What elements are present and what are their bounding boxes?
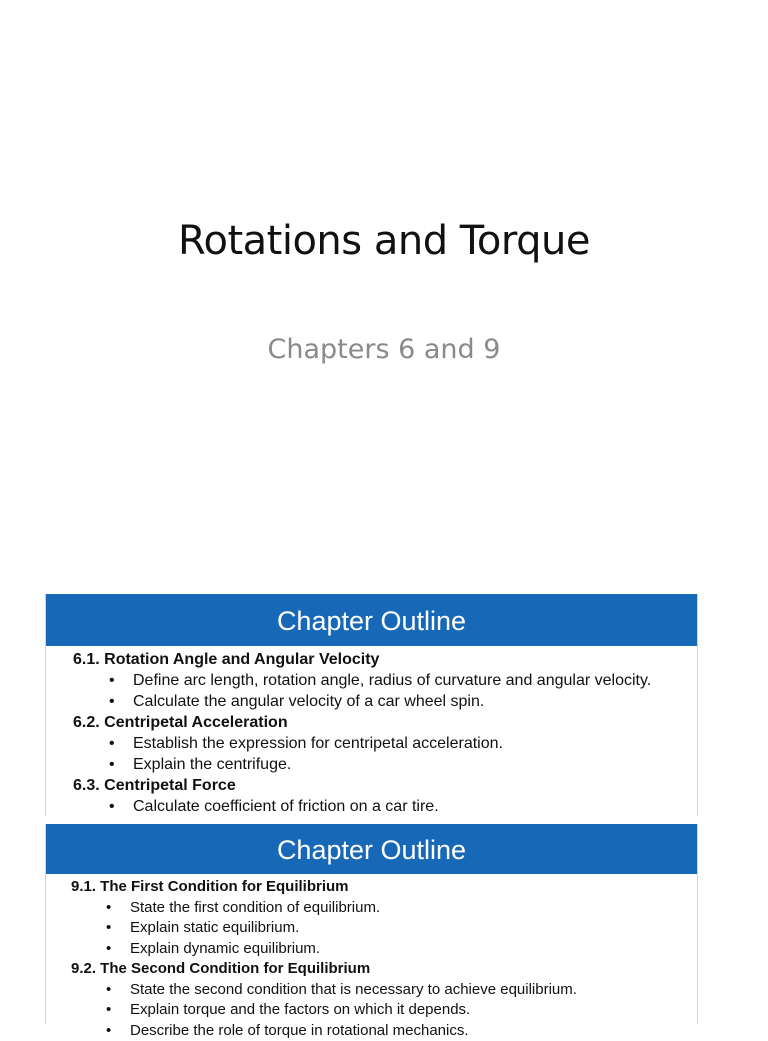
bullet-text: Calculate coefficient of friction on a car tire. [109, 796, 439, 817]
chapter-outline-slide-9 [45, 824, 698, 1024]
bullet-item [46, 754, 697, 775]
bullet-text: Explain static equilibrium. [106, 918, 299, 939]
bullet-item [46, 939, 697, 960]
slide-title: Rotations and Torque [0, 218, 768, 264]
bullet-item [46, 733, 697, 754]
section-title: 6.2. Centripetal Acceleration [46, 712, 697, 733]
outline-header: Chapter Outline [46, 594, 697, 646]
bullet-text: State the first condition of equilibrium. [106, 898, 380, 919]
bullet-text: Explain torque and the factors on which it depends. [106, 1000, 470, 1021]
bullet-item [46, 796, 697, 817]
chapter-outline-slide-6 [45, 594, 698, 816]
bullet-item [46, 1021, 697, 1041]
bullet-item [46, 1000, 697, 1021]
bullet-text: State the second condition that is necessary to achieve equilibrium. [106, 980, 577, 1001]
bullet-item [46, 918, 697, 939]
section-title: 9.2. The Second Condition for Equilibrium [46, 959, 697, 980]
bullet-text: Explain dynamic equilibrium. [106, 939, 320, 960]
bullet-text: Explain the centrifuge. [109, 754, 291, 775]
bullet-text: Establish the expression for centripetal acceleration. [109, 733, 503, 754]
bullet-item [46, 691, 697, 712]
outline-list [46, 646, 697, 817]
section-title: 6.3. Centripetal Force [46, 775, 697, 796]
bullet-item [46, 670, 697, 691]
bullet-item [46, 898, 697, 919]
bullet-text: Define arc length, rotation angle, radius of curvature and angular velocity. [109, 670, 651, 691]
outline-list [46, 874, 697, 1041]
section-title: 6.1. Rotation Angle and Angular Velocity [46, 649, 697, 670]
bullet-item [46, 980, 697, 1001]
bullet-text: Describe the role of torque in rotational mechanics. [106, 1021, 469, 1041]
section-title: 9.1. The First Condition for Equilibrium [46, 877, 697, 898]
outline-header: Chapter Outline [46, 824, 697, 874]
slide-subtitle: Chapters 6 and 9 [0, 334, 768, 365]
bullet-text: Calculate the angular velocity of a car wheel spin. [109, 691, 484, 712]
